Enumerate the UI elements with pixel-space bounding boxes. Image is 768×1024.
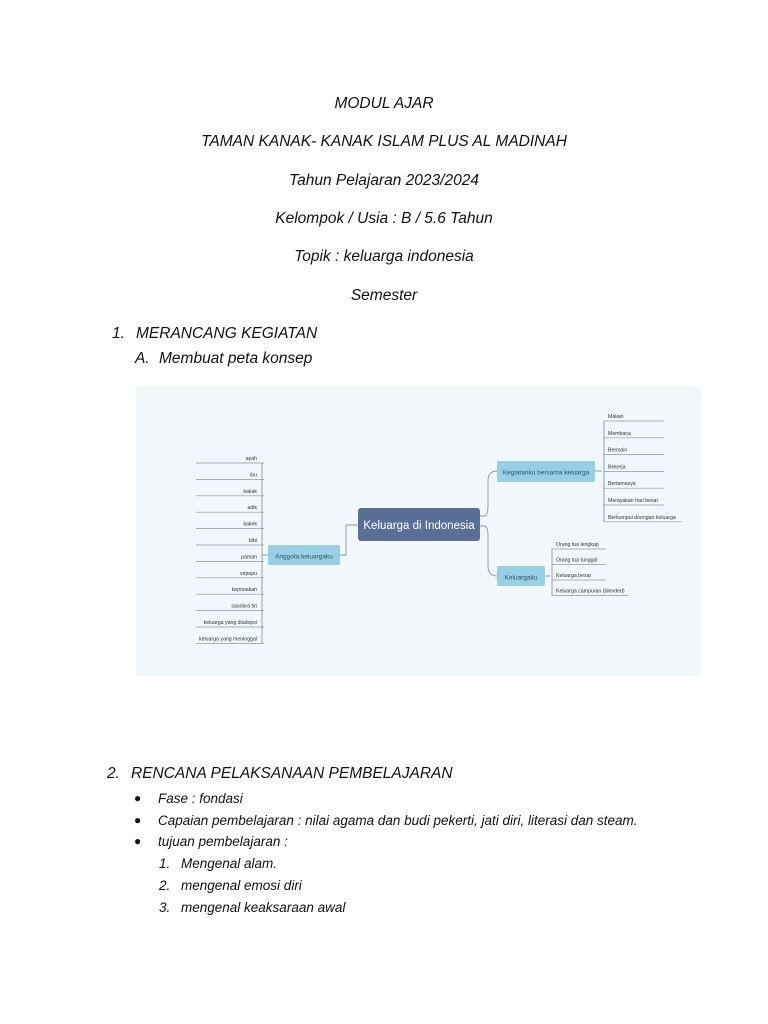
concept-map-leaf-label: Bermain xyxy=(608,447,628,454)
bullet-tujuan-text: tujuan pembelajaran : xyxy=(158,834,288,849)
group-age: Kelompok / Usia : B / 5.6 Tahun xyxy=(275,210,493,227)
concept-map-leaf-label: Berkumpul doengan keluarga xyxy=(608,514,676,521)
goal-number: 2. xyxy=(159,878,171,893)
center-node-label: Keluarga di Indonesia xyxy=(363,520,475,532)
topic: Topik : keluarga indonesia xyxy=(294,248,474,265)
goal-number: 3. xyxy=(159,900,171,915)
concept-map-leaf-label: kakak xyxy=(243,488,257,495)
concept-map-leaf-label: Merayakan hari besar xyxy=(608,498,659,504)
concept-map-leaf-label: keluarga yang meninggal xyxy=(199,636,257,643)
section-1a-heading xyxy=(135,350,313,368)
branch-kegiatan-label: Kegiatanku bersama keluarga xyxy=(502,469,590,477)
concept-map-leaf-label: adik xyxy=(247,505,257,512)
section-2-number: 2. xyxy=(107,765,120,782)
bullet-capaian xyxy=(134,813,638,828)
bullet-icon: ● xyxy=(134,813,142,827)
concept-map-leaf-label: Membaca xyxy=(608,430,631,437)
goal-item xyxy=(159,900,346,915)
bullet-tujuan xyxy=(134,834,288,849)
academic-year: Tahun Pelajaran 2023/2024 xyxy=(289,172,479,189)
goal-text: mengenal emosi diri xyxy=(181,878,302,893)
concept-map-leaf-label: ibu xyxy=(250,472,257,479)
section-1a-letter: A. xyxy=(135,350,150,367)
concept-map-leaf-label: saudara tiri xyxy=(231,603,257,610)
concept-map-leaf-label: bibi xyxy=(248,538,257,544)
bullet-capaian-text: Capaian pembelajaran : nilai agama dan budi pekerti, jati diri, literasi dan steam. xyxy=(158,813,638,828)
goal-text: Mengenal alam. xyxy=(181,856,278,871)
bullet-fase-text: Fase : fondasi xyxy=(158,791,243,806)
branch-keluargaku-label: Keluargaku xyxy=(504,574,538,582)
concept-map-leaf-label: kakek xyxy=(243,521,257,528)
concept-map-leaf-label: paman xyxy=(241,554,257,561)
concept-map-leaf-label: keluarga yang diadopsi xyxy=(203,620,257,626)
section-2-heading xyxy=(107,765,453,783)
concept-map-leaf-label: Orang tua lengkap xyxy=(556,542,599,548)
goal-item xyxy=(159,856,278,871)
section-1-number: 1. xyxy=(112,325,125,342)
goal-text: mengenal keaksaraan awal xyxy=(181,900,346,915)
bullet-fase xyxy=(134,791,243,806)
concept-map-leaf-label: sepupu xyxy=(239,570,257,577)
doc-title: MODUL AJAR xyxy=(334,95,434,112)
branch-anggota-label: Anggota keluargaku xyxy=(275,553,333,561)
bullet-icon: ● xyxy=(134,791,142,805)
section-1a-title: Membuat peta konsep xyxy=(159,350,313,367)
concept-map-leaf-label: Bekerja xyxy=(608,464,626,471)
section-1-heading xyxy=(112,325,318,343)
goal-number: 1. xyxy=(159,856,171,871)
concept-map-leaf-label: Keluarga campuran (blended) xyxy=(556,588,625,595)
concept-map xyxy=(136,386,701,676)
bullet-icon: ● xyxy=(134,834,142,848)
concept-map-leaf-label: Bertamasya xyxy=(608,481,636,488)
goal-item xyxy=(159,878,302,893)
concept-map-leaf-label: Orang tua tunggal xyxy=(556,557,598,564)
concept-map-leaf-label: Keluarga besar xyxy=(556,573,592,579)
concept-map-leaf-label: Makan xyxy=(608,414,624,420)
section-2-title: RENCANA PELAKSANAAN PEMBELAJARAN xyxy=(131,765,453,782)
school-name: TAMAN KANAK- KANAK ISLAM PLUS AL MADINAH xyxy=(201,133,567,150)
semester: Semester xyxy=(350,287,418,304)
concept-map-leaf-label: keponakan xyxy=(231,587,257,594)
section-1-title: MERANCANG KEGIATAN xyxy=(136,325,318,342)
concept-map-leaf-label: ayah xyxy=(245,456,257,462)
